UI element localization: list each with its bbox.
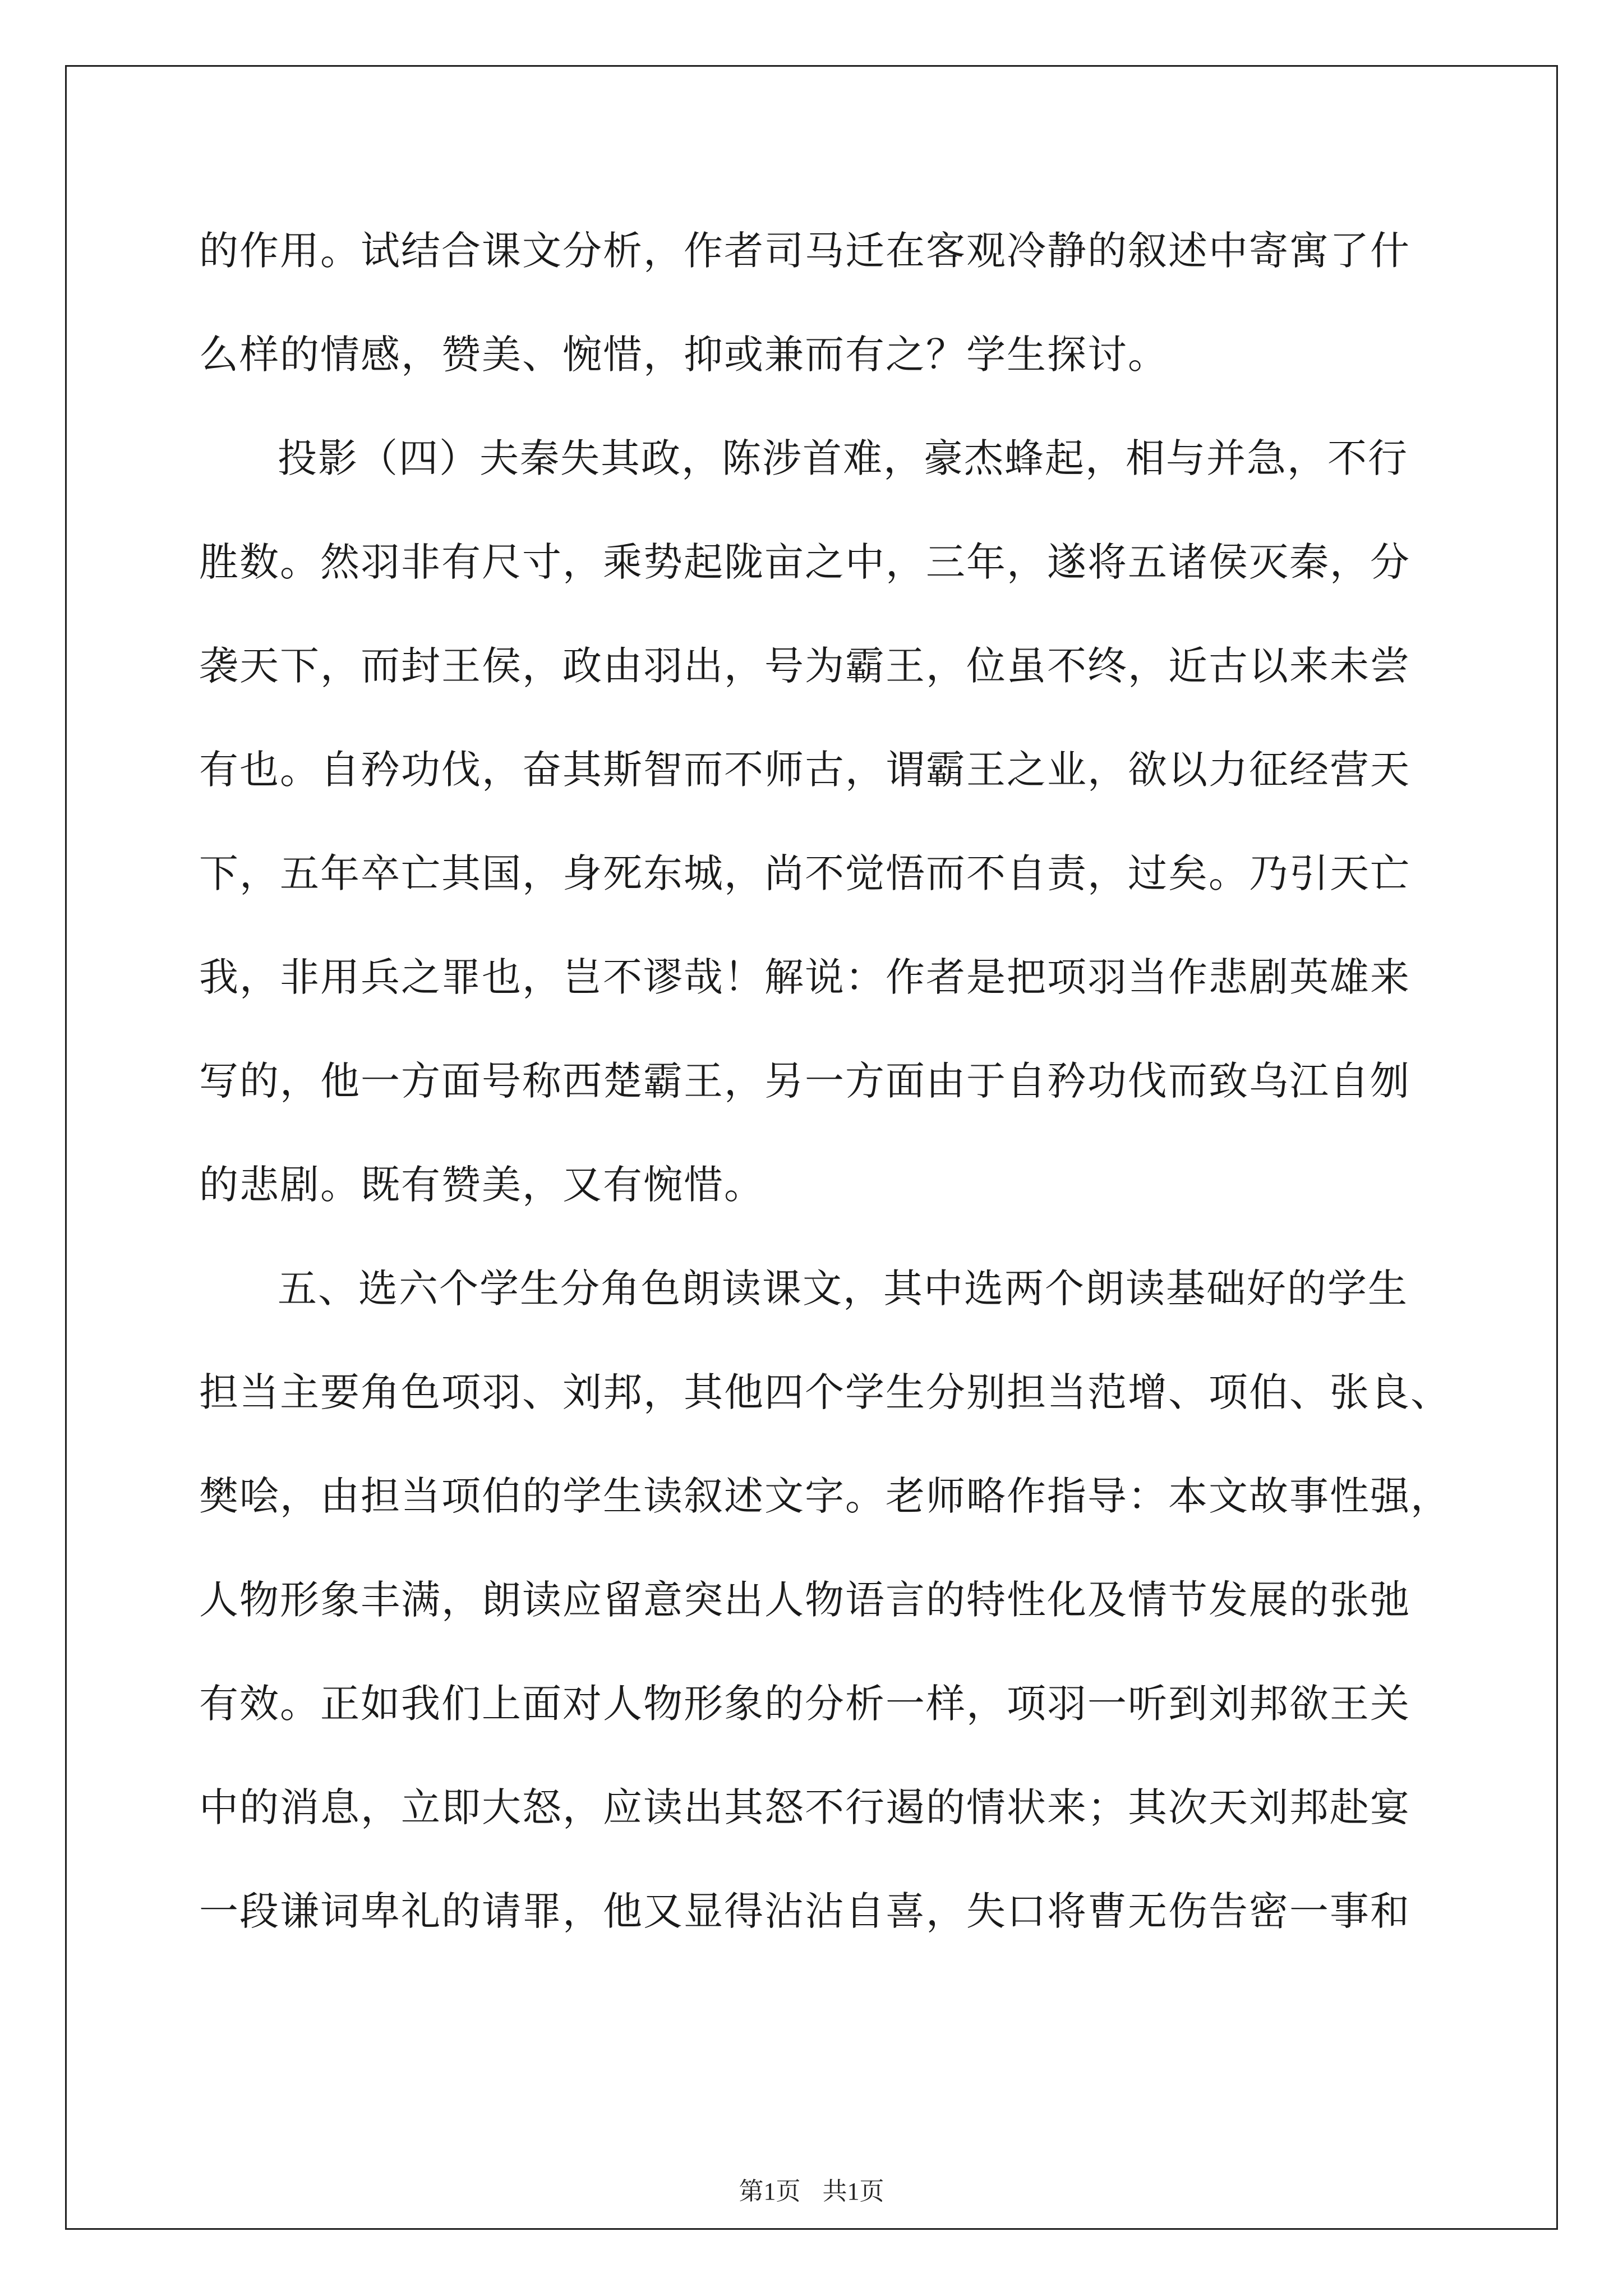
text-line: 有也。自矜功伐，奋其斯智而不师古，谓霸王之业，欲以力征经营天 [199,747,1410,793]
text-line: 人物形象丰满，朗读应留意突出人物语言的特性化及情节发展的张弛 [199,1577,1410,1623]
text-line: 樊哙，由担当项伯的学生读叙述文字。老师略作指导：本文故事性强， [199,1473,1451,1519]
page-number: 第1页 [739,2178,801,2205]
document-body [199,199,1451,1963]
text-line: 下，五年卒亡其国，身死东城，尚不觉悟而不自责，过矣。乃引天亡 [199,850,1410,896]
text-line: 的悲剧。既有赞美，又有惋惜。 [199,1162,764,1208]
page-footer [0,2171,1623,2207]
text-line: 的作用。试结合课文分析，作者司马迁在客观冷静的叙述中寄寓了什 [199,228,1410,274]
text-line: 中的消息，立即大怒，应读出其怒不行遏的情状来；其次天刘邦赴宴 [199,1784,1410,1830]
page-total: 共1页 [822,2178,884,2205]
text-line: 一段谦词卑礼的请罪，他又显得沾沾自喜，失口将曹无伤告密一事和 [199,1888,1410,1934]
text-line: 投影（四）夫秦失其政，陈涉首难，豪杰蜂起，相与并急，不行 [278,435,1408,481]
text-line: 担当主要角色项羽、刘邦，其他四个学生分别担当范增、项伯、张良、 [199,1369,1451,1415]
text-line: 写的，他一方面号称西楚霸王，另一方面由于自矜功伐而致乌江自刎 [199,1058,1410,1104]
text-line: 五、选六个学生分角色朗读课文，其中选两个朗读基础好的学生 [278,1266,1408,1312]
text-line: 有效。正如我们上面对人物形象的分析一样，项羽一听到刘邦欲王关 [199,1681,1410,1727]
text-line: 胜数。然羽非有尺寸，乘势起陇亩之中，三年，遂将五诸侯灭秦，分 [199,539,1410,585]
text-line: 么样的情感，赞美、惋惜，抑或兼而有之？学生探讨。 [199,332,1168,378]
text-line: 我，非用兵之罪也，岂不谬哉！解说：作者是把项羽当作悲剧英雄来 [199,954,1410,1000]
text-line: 袭天下，而封王侯，政由羽出，号为霸王，位虽不终，近古以来未尝 [199,643,1410,689]
